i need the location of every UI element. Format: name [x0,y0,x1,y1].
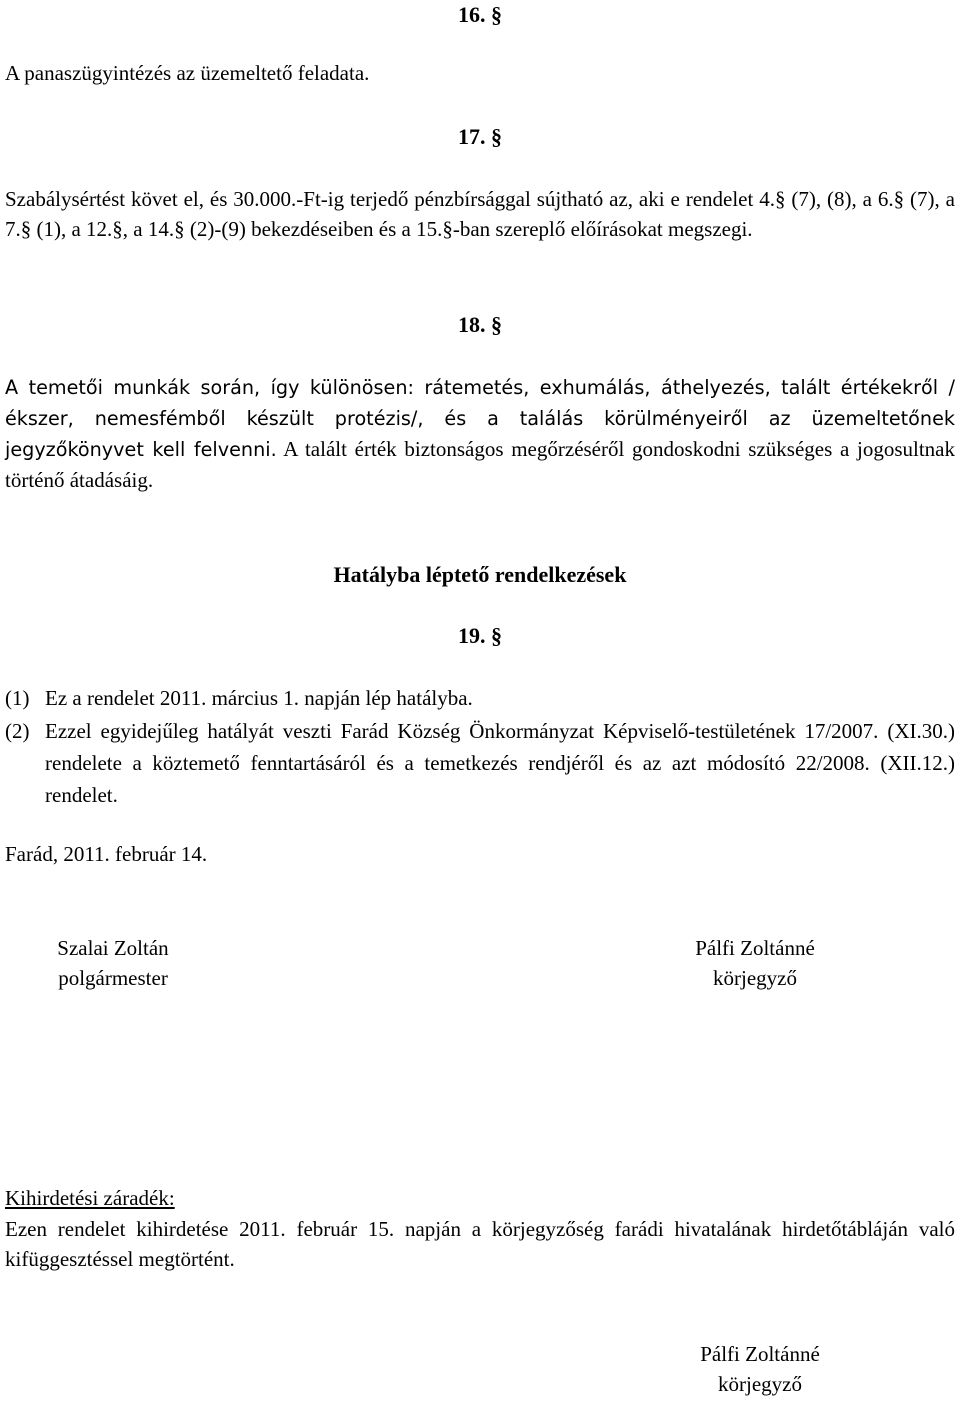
list-item-number: (1) [5,686,30,710]
signature-left-name: Szalai Zoltán [57,936,169,960]
section-heading: Hatályba léptető rendelkezések [333,562,627,587]
section-19-symbol: § [491,623,502,648]
signature-right-name: Pálfi Zoltánné [695,936,815,960]
list-item [5,683,955,713]
list-item-text: Ez a rendelet 2011. március 1. napján lép hatályba. [45,686,473,710]
signature-right [665,933,845,993]
promulgation-text: Ezen rendelet kihirdetése 2011. február 15. napján a körjegyzőség farádi hivatalának hirdetőtábláján való kifüggesztéssel megtörtént. [5,1217,955,1271]
place-date: Farád, 2011. február 14. [5,842,208,866]
signature-left-title: polgármester [58,966,168,990]
promulgation-signer [670,1339,850,1399]
section-19-number-text: 19. [458,623,486,648]
section-18-text-a: A temetői munkák során, így különösen: rátemetés, exhumálás, áthelyezés, talált értékekről /ékszer, nemesfémből készült protézis/, és a találás körülményeiről az üzemeltetőnek jegyzőkönyvet kell felvenni. [5,376,955,461]
promulgation-signer-title: körjegyző [718,1372,802,1396]
list-item-text: Ezzel egyidejűleg hatályát veszti Farád Község Önkormányzat Képviselő-testületének 17/2007. (XI.30.) rendelete a köztemető fenntartásáról és a temetkezés rendjéről és az azt módosító 22/2008. (XII.12.) rendelet. [45,719,955,807]
section-18-text [5,372,955,496]
section-17-number [0,122,960,152]
section-18-text-b: A talált érték biztonságos megőrzéséről gondoskodni szükséges a jogosultnak történő átadásáig. [5,437,956,492]
section-18-number-text: 18. [458,312,486,337]
section-16-symbol: § [491,2,502,27]
section-16-number-text: 16. [458,2,486,27]
signature-left [28,933,198,993]
list-item-number: (2) [5,719,30,743]
signature-right-title: körjegyző [713,966,797,990]
list-item [5,715,955,811]
promulgation-signer-name: Pálfi Zoltánné [700,1342,820,1366]
section-17-symbol: § [491,124,502,149]
section-18-number [0,310,960,340]
section-17-number-text: 17. [458,124,486,149]
section-17-text: Szabálysértést követ el, és 30.000.-Ft-ig terjedő pénzbírsággal sújtható az, aki e rendelet 4.§ (7), (8), a 6.§ (7), a 7.§ (1), a 12.§, a 14.§ (2)-(9) bekezdéseiben és a 15.§-ban szereplő előírásokat megszegi. [5,187,955,241]
section-16-text: A panaszügyintézés az üzemeltető feladata. [5,61,370,85]
section-16-number [0,0,960,30]
section-19-number [0,621,960,651]
section-18-symbol: § [491,312,502,337]
promulgation-label: Kihirdetési záradék: [5,1186,175,1210]
